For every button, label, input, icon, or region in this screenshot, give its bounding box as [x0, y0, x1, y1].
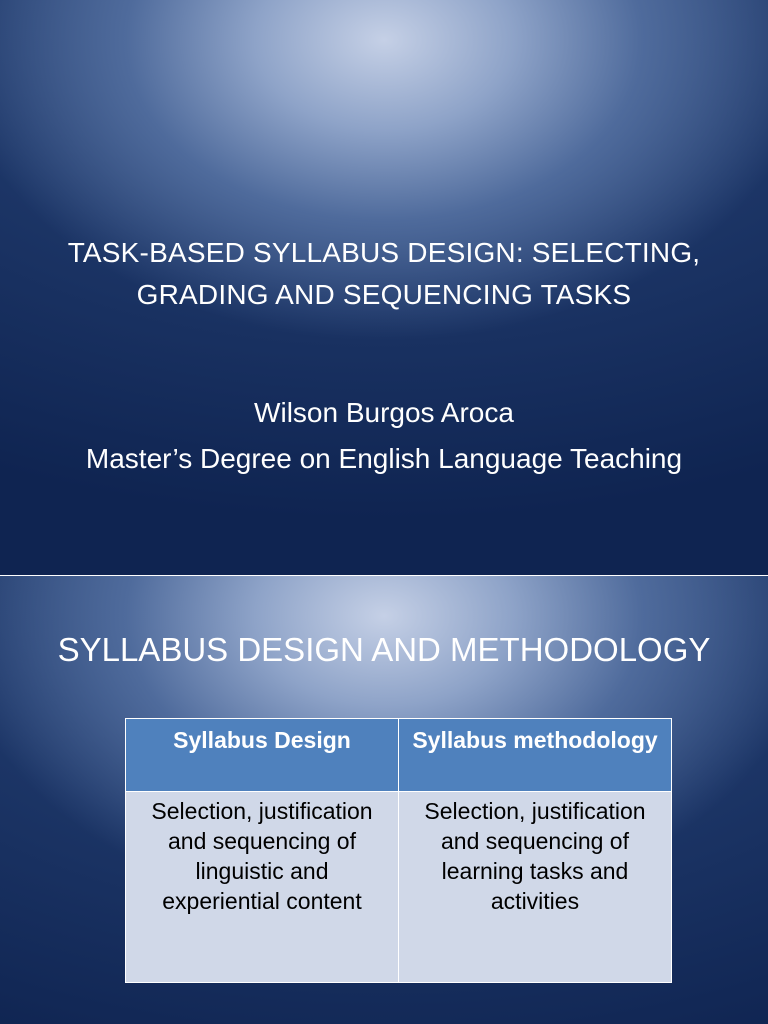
table-cell: Selection, justification and sequencing of learning tasks and activities — [399, 792, 672, 983]
table-row — [126, 792, 672, 983]
table-header-cell: Syllabus methodology — [399, 719, 672, 792]
degree-text: Master’s Degree on English Language Teaching — [85, 443, 683, 474]
comparison-table — [125, 718, 672, 983]
table-header-row — [126, 719, 672, 792]
table-header-cell: Syllabus Design — [126, 719, 399, 792]
slide-title: TASK-BASED SYLLABUS DESIGN: SELECTING, GRADING AND SEQUENCING TASKS — [67, 237, 701, 310]
author-name: Wilson Burgos Aroca — [254, 397, 514, 428]
table-cell: Selection, justification and sequencing of linguistic and experiential content — [126, 792, 399, 983]
slide-title: SYLLABUS DESIGN AND METHODOLOGY — [57, 631, 711, 668]
content-slide — [0, 576, 768, 1024]
